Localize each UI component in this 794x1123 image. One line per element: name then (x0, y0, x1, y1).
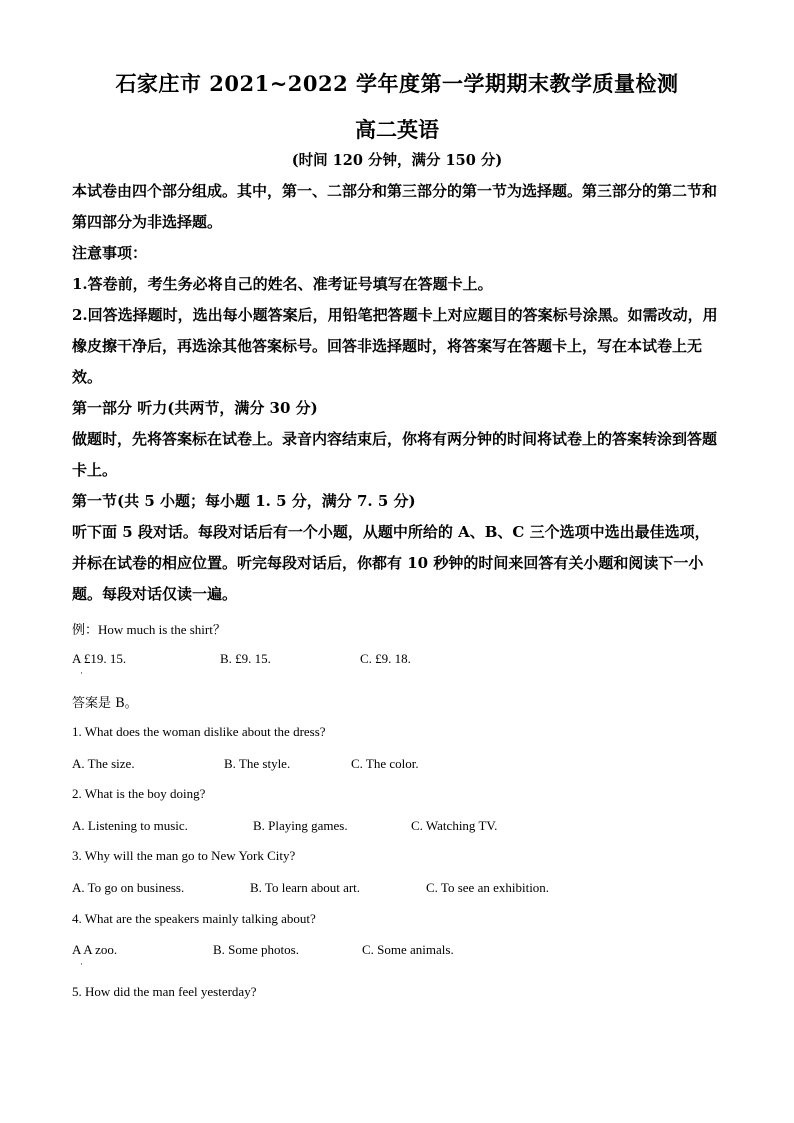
time-info: (时间 120 分钟，满分 150 分) (291, 152, 503, 169)
question-4-option-b: B. Some photos. (213, 942, 299, 957)
question-4-option-a: A A zoo. (72, 942, 118, 957)
question-3-option-b: B. To learn about art. (250, 880, 361, 895)
question-3-option-c: C. To see an exhibition. (426, 880, 550, 895)
question-3-option-a: A. To go on business. (72, 880, 185, 895)
example-question: 例：How much is the shirt？ (72, 622, 226, 637)
question-2-option-c: C. Watching TV. (411, 818, 498, 833)
example-answer: 答案是 B。 (72, 696, 138, 711)
question-2-option-a: A. Listening to music. (72, 818, 188, 833)
question-4: 4. What are the speakers mainly talking about? (72, 911, 316, 926)
note-2: 2.回答选择题时，选出每小题答案后，用铅笔把答题卡上对应题目的答案标号涂黑。如需改动，用橡皮擦干净后，再选涂其他答案标号。回答非选择题时，将答案写在答题卡上，写在本试卷上无效。 (72, 306, 718, 386)
question-3: 3. Why will the man go to New York City? (72, 848, 296, 863)
question-1: 1. What does the woman dislike about the dress? (72, 724, 326, 739)
notes-heading: 注意事项： (72, 244, 148, 262)
stray-dot: · (80, 668, 83, 678)
composition-text: 本试卷由四个部分组成。其中，第一、二部分和第三部分的第一节为选择题。第三部分的第二节和第四部分为非选择题。 (72, 182, 718, 231)
question-1-option-a: A. The size. (72, 756, 135, 771)
question-1-option-c: C. The color. (351, 756, 419, 771)
part1-heading: 第一部分 听力(共两节，满分 30 分) (72, 399, 318, 417)
example-option-c: C. £9. 18. (360, 651, 411, 666)
question-2: 2. What is the boy doing? (72, 786, 206, 801)
example-option-b: B. £9. 15. (220, 651, 271, 666)
part1-instructions: 做题时，先将答案标在试卷上。录音内容结束后，你将有两分钟的时间将试卷上的答案转涂到答题卡上。 (72, 430, 718, 479)
exam-title: 石家庄市 2021~2022 学年度第一学期期末教学质量检测 (115, 71, 679, 96)
question-4-option-c: C. Some animals. (362, 942, 454, 957)
section1-heading: 第一节(共 5 小题；每小题 1. 5 分，满分 7. 5 分) (72, 492, 416, 510)
note-1: 1.答卷前，考生务必将自己的姓名、准考证号填写在答题卡上。 (72, 275, 493, 293)
question-5: 5. How did the man feel yesterday? (72, 984, 257, 999)
example-option-a: A £19. 15. (72, 651, 127, 666)
section1-instructions: 听下面 5 段对话。每段对话后有一个小题，从题中所给的 A、B、C 三个选项中选出最佳选项，并标在试卷的相应位置。听完每段对话后，你都有 10 秒钟的时间来回答有关小题和阅读下一小题。每段对话仅读一遍。 (72, 523, 710, 603)
question-2-option-b: B. Playing games. (253, 818, 348, 833)
stray-dot: · (80, 959, 83, 969)
question-1-option-b: B. The style. (224, 756, 291, 771)
subject-title: 高二英语 (355, 117, 439, 142)
